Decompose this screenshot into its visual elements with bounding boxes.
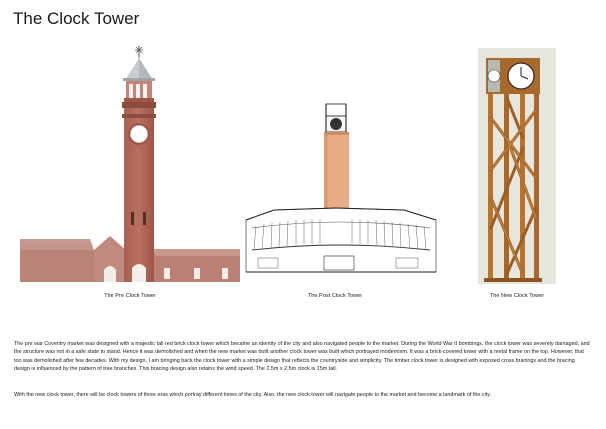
description-paragraph: The pre war Coventry market was designed with a majestic tall red brick clock tower which became an identity of the city and also navigated people to the market. During the World War II bombings, the clock tower was severely damaged, and the structure was not in a safe state to stand. Hence it was demolished and when the new market was built another clock tower was built which portrayed modernism. It was a brick-covered tower with a metal frame on the top. However, that too was demolished after few decades. With my design, I am bringing back the clock tower with a simple design that reflects the countryside and simplicity. The timber clock tower is designed with exposed cross bracings and the bracing design is influenced by the pattern of tree branches. This bracing design also retains the wind speed. The 2.5m x 2.5m clock is 15m tall. <box>14 341 590 373</box>
new-clock-tower-image <box>478 48 556 284</box>
figure-caption-post: The Post Clock Tower <box>307 293 363 299</box>
post-clock-tower-image <box>244 102 438 282</box>
page-title: The Clock Tower <box>13 9 140 28</box>
pre-clock-tower-image <box>18 44 242 284</box>
figure-caption-new: The New Clock Tower <box>489 293 545 299</box>
closing-paragraph: With the new clock tower, there will be clock towers of three eras which portray different times of the city. Also, the new clock tower will navigate people to the market and become a landmark of the city. <box>14 392 491 398</box>
figure-caption-pre: The Pre Clock Tower <box>104 293 156 299</box>
